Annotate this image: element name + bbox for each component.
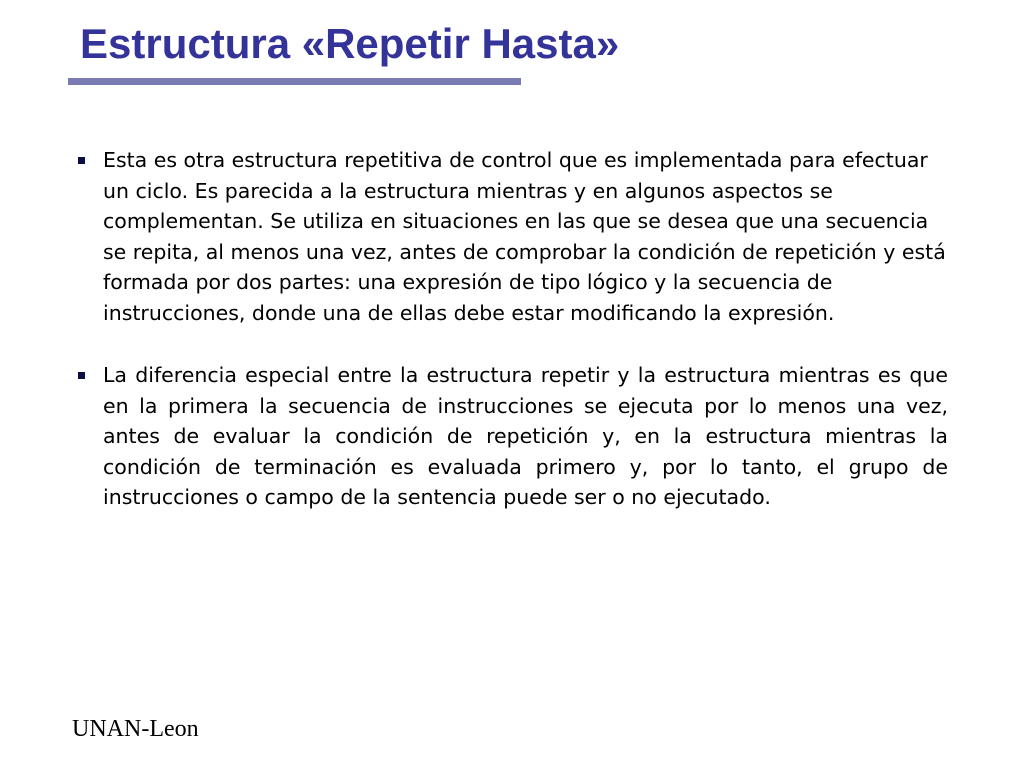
footer-institution: UNAN-Leon [72,716,199,742]
slide-title: Estructura «Repetir Hasta» [80,20,620,67]
bullet-text-1: Esta es otra estructura repetitiva de control que es implementada para efectuar un ciclo. Es parecida a la estructura mientras y en algunos aspectos se complementan. Se utiliza en situaciones en las que se desea que una secuencia se repita, al menos una vez, antes de comprobar la condición de repetición y está formada por dos partes: una expresión de tipo lógico y la secuencia de instrucciones, donde una de ellas debe estar modificando la expresión. [103,148,946,325]
bullet-text-2: La diferencia especial entre la estructura repetir y la estructura mientras es que en la primera la secuencia de instrucciones se ejecuta por lo menos una vez, antes de evaluar la condición de repetición y, en la estructura mientras la condición de terminación es evaluada primero y, por lo tanto, el grupo de instrucciones o campo de la sentencia puede ser o no ejecutado. [103,363,948,509]
bullet-item-2 [78,360,948,513]
square-bullet-icon [78,157,85,164]
title-underline [68,78,521,85]
bullet-list [78,145,948,545]
square-bullet-icon [78,372,85,379]
bullet-item-1 [78,145,948,328]
